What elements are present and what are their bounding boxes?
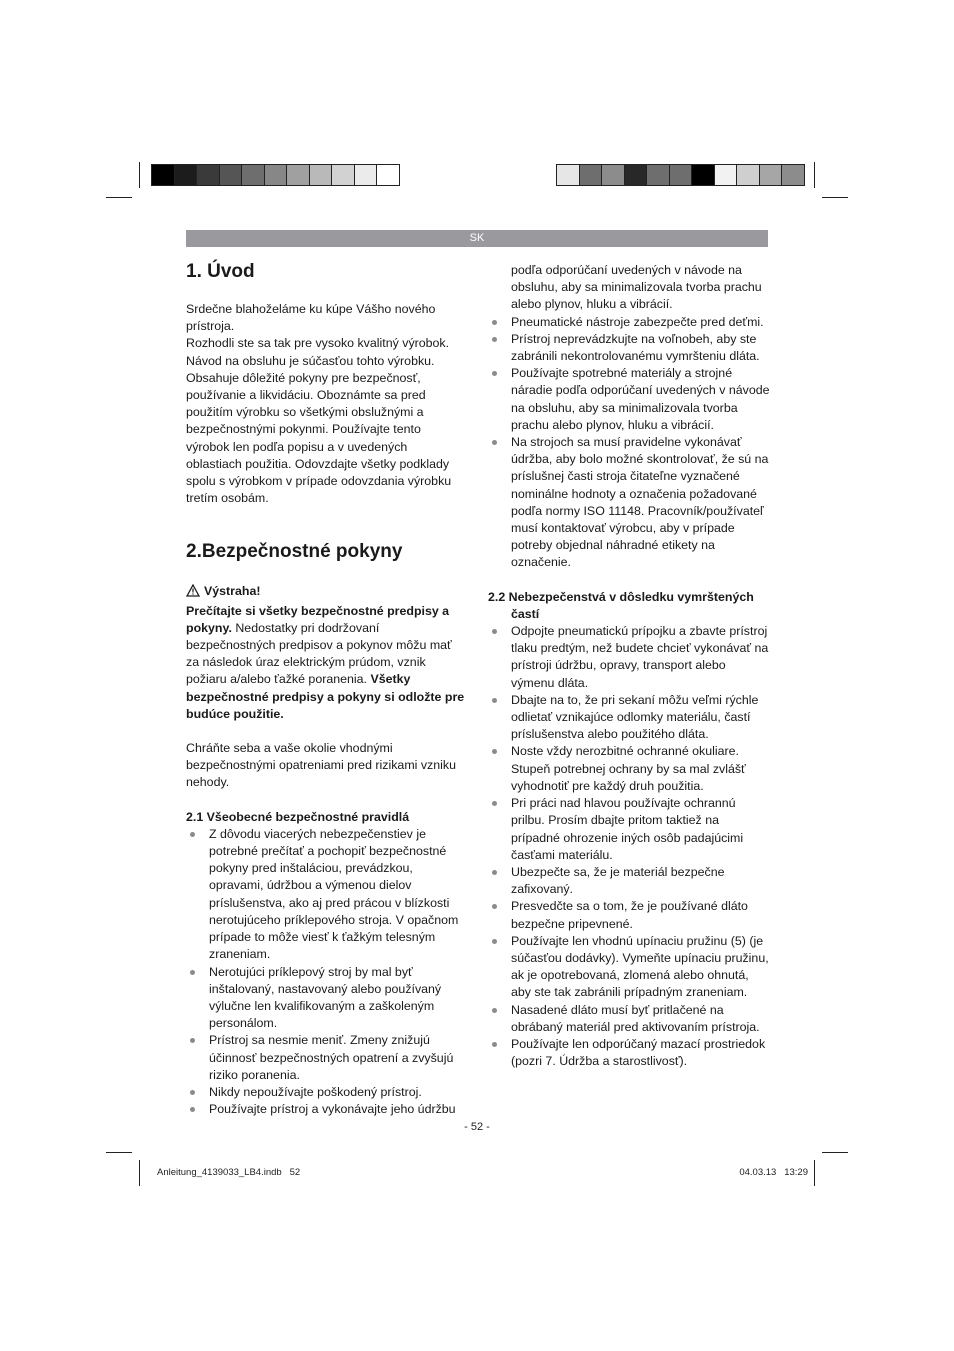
color-swatch [286, 164, 310, 186]
language-bar [186, 230, 768, 247]
list-item: Odpojte pneumatickú prípojku a zbavte prístroj tlaku predtým, než budete chcieť vykonávať na prístroji údržbu, opravy, transport alebo výmenu dláta. [488, 623, 770, 692]
general-rules-continuation: podľa odporúčaní uvedených v návode na obsluhu, aby sa minimalizovala tvorba prachu alebo plynov, hluku a vibrácií. [511, 263, 762, 312]
list-item: Nerotujúci príklepový stroj by mal byť inštalovaný, nastavovaný alebo používaný výlučne len kvalifikovaným a zaškoleným personálom. [186, 964, 466, 1033]
color-swatch [736, 164, 760, 186]
list-item: Prístroj neprevádzkujte na voľnobeh, aby ste zabránili nekontrolovanému vymršteniu dláta. [488, 331, 770, 365]
list-item: Prístroj sa nesmie meniť. Zmeny znižujú účinnosť bezpečnostných opatrení a zvyšujú riziko poranenia. [186, 1032, 466, 1084]
color-swatch [309, 164, 333, 186]
color-swatch [669, 164, 693, 186]
color-swatch [646, 164, 670, 186]
ejected-parts-list [488, 623, 770, 1070]
color-swatch [151, 164, 175, 186]
general-rules-list [186, 826, 466, 1118]
color-swatch [601, 164, 625, 186]
warning-bold-1: Prečítajte si všetky bezpečnostné predpisy a pokyny. [186, 603, 450, 635]
footer-file-name: Anleitung_4139033_LB4.indb 52 [157, 1167, 301, 1178]
list-item: Na strojoch sa musí pravidelne vykonávať údržba, aby bolo možné skontrolovať, že sú na príslušnej časti stroja čitateľne vyznačené nominálne hodnoty a označenia požadované podľa normy ISO 11148. Pracovník/používateľ musí kontaktovať výrobcu, aby v prípade potreby objednal náhradné etikety na označenie. [488, 434, 770, 572]
color-swatch [556, 164, 580, 186]
color-swatch [331, 164, 355, 186]
color-swatch [376, 164, 400, 186]
safety-heading: 2.Bezpečnostné pokyny [186, 541, 403, 563]
list-item: Pri práci nad hlavou používajte ochrannú prilbu. Prosím dbajte pritom taktiež na prípadné ohrozenie iných osôb padajúcimi časťami materiálu. [488, 795, 770, 864]
list-item: Pneumatické nástroje zabezpečte pred deťmi. [488, 314, 770, 331]
color-swatch [759, 164, 783, 186]
intro-paragraph-1: Srdečne blahoželáme ku kúpe Vášho nového prístroja. [186, 302, 436, 334]
crop-mark [814, 1160, 815, 1186]
ejected-parts-heading: 2.2 Nebezpečenstvá v dôsledku vymrštených častí [488, 589, 754, 621]
color-swatch [241, 164, 265, 186]
language-label: SK [469, 232, 485, 244]
left-column [186, 261, 466, 1118]
list-item: Používajte prístroj a vykonávajte jeho údržbu [186, 1101, 466, 1118]
list-item: Používajte len odporúčaný mazací prostriedok (pozri 7. Údržba a starostlivosť). [488, 1036, 770, 1070]
color-swatch [196, 164, 220, 186]
color-swatch [624, 164, 648, 186]
color-swatch [714, 164, 738, 186]
page-number: - 52 - [464, 1121, 490, 1133]
warning-bold-2: Všetky bezpečnostné predpisy a pokyny si odložte pre budúce použitie. [186, 672, 465, 721]
crop-mark [814, 162, 815, 188]
warning-paragraph [186, 603, 466, 723]
color-swatch [264, 164, 288, 186]
right-column [488, 262, 770, 1070]
list-item: Z dôvodu viacerých nebezpečenstiev je potrebné prečítať a pochopiť bezpečnostné pokyny pred inštaláciou, prevádzkou, opravami, údržbou a výmenou dielov príslušenstva, ako aj pred prácou v blízkosti nerotujúceho príklepového stroja. V opačnom prípade to môže viesť k ťažkým telesným zraneniam. [186, 826, 466, 964]
list-item: Používajte len vhodnú upínaciu pružinu (5) (je súčasťou dodávky). Vymeňte upínaciu pružinu, ak je opotrebovaná, zlomená alebo ohnutá, aby ste tak zabránili prípadným zraneniam. [488, 933, 770, 1002]
list-item: Ubezpečte sa, že je materiál bezpečne zafixovaný. [488, 864, 770, 898]
warning-text: Nedostatky pri dodržovaní bezpečnostných predpisov a pokynov môžu mať za následok úraz elektrickým prúdom, vznik požiaru a/alebo ťažké poranenia. [186, 620, 452, 687]
crop-mark [139, 1160, 140, 1186]
warning-title-row [186, 583, 466, 602]
intro-paragraph-2: Rozhodli ste sa tak pre vysoko kvalitný výrobok. Návod na obsluhu je súčasťou tohto výrobku. Obsahuje dôležité pokyny pre bezpečnosť, používanie a likvidáciu. Oboznámte sa pred použitím výrobku so všetkými obslužnými a bezpečnostnými pokynmi. Používajte tento výrobok len podľa popisu a v uvedených oblastiach použitia. Odovzdajte všetky podklady spolu s výrobkom v prípade odovzdania výrobku tretím osobám. [186, 336, 452, 506]
list-item: Nasadené dláto musí byť pritlačené na obrábaný materiál pred aktivovaním prístroja. [488, 1002, 770, 1036]
list-item: Presvedčte sa o tom, že je používané dláto bezpečne pripevnené. [488, 898, 770, 932]
color-swatch [174, 164, 198, 186]
warning-title: Výstraha! [204, 584, 261, 599]
color-swatch [219, 164, 243, 186]
color-swatch [691, 164, 715, 186]
crop-mark [106, 1152, 132, 1153]
intro-heading: 1. Úvod [186, 261, 255, 282]
warning-triangle-icon [186, 584, 200, 602]
color-swatch [354, 164, 378, 186]
color-swatch [579, 164, 603, 186]
crop-mark [822, 197, 848, 198]
crop-mark [139, 162, 140, 188]
crop-mark [106, 197, 132, 198]
list-item: Noste vždy nerozbitné ochranné okuliare. Stupeň potrebnej ochrany by sa mal zvlášť vyhodnotiť pre každý druh použitia. [488, 743, 770, 795]
list-item: Používajte spotrebné materiály a strojné náradie podľa odporúčaní uvedených v návode na obsluhu, aby sa minimalizovala tvorba prachu alebo plynov, hluku a vibrácií. [488, 365, 770, 434]
color-swatch [781, 164, 805, 186]
general-rules-list-continued [488, 314, 770, 572]
crop-mark [822, 1152, 848, 1153]
general-rules-heading: 2.1 Všeobecné bezpečnostné pravidlá [186, 809, 410, 824]
list-item: Dbajte na to, že pri sekaní môžu veľmi rýchle odlietať vznikajúce odlomky materiálu, častí príslušenstva alebo použitého dláta. [488, 692, 770, 744]
list-item: Nikdy nepoužívajte poškodený prístroj. [186, 1084, 466, 1101]
protect-paragraph: Chráňte seba a vaše okolie vhodnými bezpečnostnými opatreniami pred rizikami vzniku nehody. [186, 741, 456, 790]
footer-date-time: 04.03.13 13:29 [739, 1167, 808, 1178]
